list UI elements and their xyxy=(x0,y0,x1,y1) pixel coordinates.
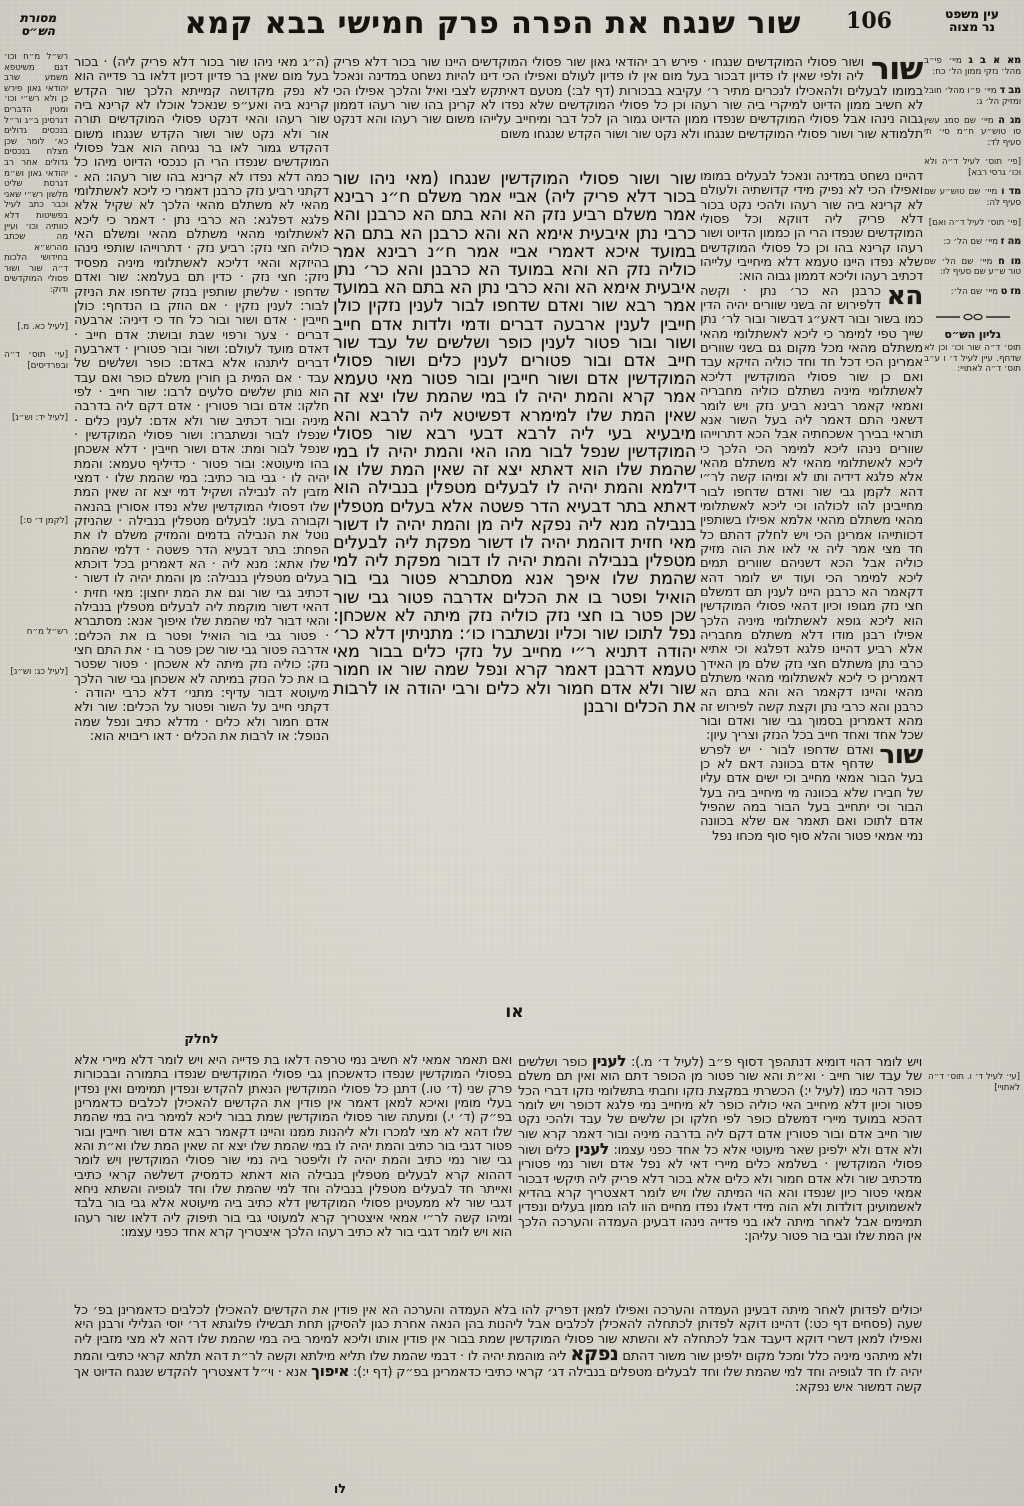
tosafot-dibbur-leinyan-2: לענין xyxy=(574,1140,609,1159)
ein-mishpat-entry xyxy=(924,237,1021,248)
tosafot-dibbur-ha xyxy=(700,280,923,744)
ein-mishpat-entry-key: מא א ב ג xyxy=(968,56,1021,66)
tosafot-text: ואדם שדחפו לבור · יש לפרש שדחף אדם בכוונה דאם לא כן בעל הבור אמאי מחייב וכי ישים אדם עליו של חבירו שלא בכוונה מי מיחייב ביה בעל הבור וכי יתחייב בעל הבור במה שהפיל אדם לתוכו ואם תאמר אם שלא בכוונה נמי אמאי פטור והלא סוף סוף מכחו נפל xyxy=(700,742,923,844)
tosafot-bottom-left-column xyxy=(74,1054,512,1300)
tosafot-bottom-full-width xyxy=(74,1304,922,1480)
mesorat-note: רש״ל מ״ח xyxy=(26,626,68,637)
ornament-divider xyxy=(934,312,1012,322)
tosafot-dibbur-shor-1 xyxy=(333,56,923,142)
tosafot-bottom-right-column xyxy=(518,1054,922,1300)
tosafot-initial-word: הא xyxy=(886,280,923,311)
ein-mishpat-entry xyxy=(924,116,1021,148)
ein-mishpat-entry-text: מיי׳ פי״ב מהל׳ נזקי ממון הל׳ כח: xyxy=(924,56,1021,77)
gemara-catchword: או xyxy=(505,1002,524,1022)
ein-mishpat-header-line2: נר מצוה xyxy=(949,20,995,34)
bottom-catchword: לו xyxy=(333,1482,347,1497)
gilyon-hashas-header: גליון הש״ס xyxy=(944,327,1001,341)
rashi-column xyxy=(74,56,329,1032)
ein-mishpat-gloss: [פי׳ תוס׳ לעיל ד״ה ואם] xyxy=(928,217,1021,228)
tosafot-bottom-right-text xyxy=(518,1054,922,1244)
mesorat-note: [לעיל כא. מ.] xyxy=(17,321,68,332)
mesorat-note: רש״ל מ״ח וכו׳ דגם משיטפא משמע שרב יהודאי גאון פירש כן ולא רש״י וכו׳ ומטין הדברים דגרסינן ב״ג ור״ל בנכסים גדולים כא׳ לומר שכן מצלח בנכסים גדולים אחר רב יהודאי גאון וש״מ דגרסת שליט מלשון רש״י שאני וכבר כתב לעיל בפשיטות דלא כוותיה וכו׳ ועיין מה שכתב מהרש״א בחידושי הלכות ד״ה שור ושור פסולי המוקדשים ודוק: xyxy=(4,52,68,296)
tosafot-initial-word: שור xyxy=(879,739,923,770)
tosafot-bottom-left-text: ואם תאמר אמאי לא חשיב נמי טרפה דלאו בת פדייה היא ויש לומר דלא מיירי אלא בפסולי המוקדשין שנפדו כדאשכחן גבי פסולי המוקדשים שנפדו בתמורה ובבכורות פרק שני (ד׳ טו.) דתנן כל פסולי המוקדשין הנאתן להקדש ונפדין תמימים ואין נפדין בעלי מומין ואיכא למאן דאמר אין פודין את הקדשים להאכילן לכלבים כדאמרינן בפ״ק (ד׳ י.) ומעתה שור פסולי המוקדשין שמת בבור ליכא למימר ביה במי שהמת שלו דהא לא מצי למכרו ולא ליהנות ממנו והיינו דקאמר רבא אדם ושור חייבין ובור פטור דגבי בור כתיב והמת יהיה לו במי שהמת שלו יצא זה שאין המת שלו וא״ת והא גבי שור נמי כתיב והמת יהיה לו וליפטר ביה נמי שור פסולי המוקדשין ויש לומר דההוא קרא לבעלים מטפלין בנבילה הוא דאתא כדמסיק דשלשה קראי כתיבי ואייתר חד לבעלים מטפלין בנבילה וחד למי שהמת שלו וחד לגופיה והשתא ניחא דגבי שור לא ממעטינן פסולי המוקדשין דלא כתיב ביה מיעוטא אלא גבי בור בלבד ומיהו קשה לר״י אמאי איצטריך קרא למעוטי גבי בור תיפוק ליה דלאו שור רעהו הוא ויש לומר דגבי בור לא כתיב רעהו הלכך איצטריך קרא אחד כפני עצמו: xyxy=(74,1054,512,1241)
margin-gloss-lower: [עי׳ לעיל ד׳ ו. תוס׳ ד״ה לאתויי] xyxy=(928,1072,1020,1093)
ein-mishpat-entry-text: מיי׳ שם הל׳ שם טור ש״ע שם סעיף לו: xyxy=(924,256,1021,278)
ein-mishpat-entry-key: מד ו xyxy=(1001,186,1021,198)
mesorat-note: [עי׳ תוס׳ ד״ה ובפרדיסים] xyxy=(4,350,68,371)
tosafot-top-block xyxy=(333,56,923,168)
tosafot-right-column xyxy=(700,170,923,1048)
ein-mishpat-entry-key: מז ט xyxy=(1000,285,1021,297)
tosafot-text: כלים ושור פסולי המוקדשין · בשלמא כלים מיירי דאי לא נפל אדם ושור נמי פטורין מדכתיב שור ולא אדם חמור ולא כלים אלא בכור דלא פריק ליה תיקשי דבכור אמאי פטור כיון שנפדו והא הוי המיתה שלו ויש לומר דאצטריך קרא בהדיא לאשמועינן דולדות ולא הוה מידי דאלו נפדו מחיים הוו להו ממון בעלים ונפדין תמימים אבל לאחר מיתה לאו בני פדייה נינהו דבעינן העמדה והערכה הלכך אין המת שלו וגבי בור פטור עליהן: xyxy=(518,1143,922,1245)
ein-mishpat-entry-key: מה ז xyxy=(1000,236,1021,248)
mesorat-hashas-header xyxy=(6,12,70,38)
ein-mishpat-entry xyxy=(924,86,1021,107)
ein-mishpat-entry xyxy=(924,287,1021,298)
tosafot-text: כופר ושלשים של עבד שור חייב · וא״ת והא שור פטור מן הכופר דתם הוא ואין תם משלם כופר דהוי כמו (לעיל י:) הכשרתי במקצת נזקו וחבתי בתשלומי נזקו דברי הכל פטור וכיון דלא מיחייב האי כוליה כופר לא מיחייב נמי פלגא דכופר ויש לומר דהכא במועד מיירי דמשלם כופר לפי חלקו וכן שלשים של עבד ולהכי נקט שור חייב אדם ובור פטורין אדם דקם ליה בדרבה מיניה ובור דאמר קרא שור ולא אדם ולא ילפינן שאר מיעוטי אלא כל אחד כפני עצמו: xyxy=(518,1055,922,1159)
ein-mishpat-gloss: [פי׳ תוס׳ לעיל ד״ה ולא וכו׳ גרסי רבא] xyxy=(924,157,1021,178)
rashi-catchword: לחלק xyxy=(184,1032,219,1047)
tosafot-text: ושור פסולי המוקדשים שנגחו · פירש רב יהודאי גאון שור פסולי המוקדשים היינו שור בכור דלא פריק ליה ולפי שאין לו פדיון דבכור בעל מום אין לו פדיון לעולם ואפילו הכי דינו להיות נשחט במדינה ונאכל במומו לבעלים ולהאכילו לנכרים מתיר ר׳ עקיבא בבכורות (דף לב:) מטעם דאיתקש לצבי ואיל והלכך אפילו הכי לא חשיב ממון הדיוט למיקרי ביה שור רעהו וכן כל פסולי המוקדשים שלא נפדו לא קרינן בהו שור רעהו דממון גבוה נינהו אבל פסולי המוקדשים שנפדו ממון הדיוט גמור הן לכל דבר ומיחייב עלייהו משום שור רעהו והא דנקט תלמודא שור ושור פסולי המוקדשים שנגחו ולא נקט שור ושור הקדש שנגחו משום xyxy=(333,56,923,142)
tosafot-text: ליה מוהמת יהיה לו · דבמי שהמת שלו תליא מילתא וקשה לר״ת דהא תלתא קראי כתיבי והמת יהיה לו חד לגופיה וחד למי שהמת שלו וחד לבעלים מטפלים בנבילה דג׳ קראי כתיבי כדאמרינן בפ״ק (דף י:): xyxy=(74,1349,922,1381)
ein-mishpat-entry-text: מיי׳ שם הל׳: xyxy=(950,286,999,297)
page-title: שור שנגח את הפרה פרק חמישי בבא קמא xyxy=(184,6,802,41)
tosafot-text: כרבנן הא כר׳ נתן · וקשה דלפירוש זה בשני שוורים יהיה הדין כמו בשור ובור דאע״ג דבשור ובור לר׳ נתן שייך טפי למימר כי ליכא לאשתלומי מהאי משתלם מהאי מכל מקום גם בשני שוורים אמרינן הכי דכל חד וחד כוליה הזיקא עבד ואם כן שור פסולי המוקדשין דליכא לאשתלומי מיניה נשתלם כוליה מחבריה ואמאי קאמר רבינא רביע נזק ויש לומר דשאני התם דאמר ליה בעל השור אנא תוראי בבירך אשכחתיה אבל הכא דתרוייהו שוורים נינהו ליכא למימר הכי הלכך כי ליכא לאשתלומי מהאי לא משתלם מהאי אלא פלגא דידיה ותו לא ומיהו קשה לר״י דהא לקמן גבי שור ואדם שדחפו לבור מחייבינן להו לכולהו וכי ליכא לאשתלומי מהאי משתלם מהאי אלמא אפילו בשותפין דכוותייהו אמרינן הכי ויש לחלק דהתם כל חד מצי אמר ליה אי לאו את הוה מזיק כוליה אבל הכא דשניהם שוורים תמים ליכא למימר הכי ועוד יש לומר דהא דקאמר הא כרבנן היינו לענין תם דמשלם חצי נזק מגופו וכיון דהאי פסולי המוקדשין הוא ליכא גופא לאשתלומי מיניה הלכך אפילו רבנן מודו דלא משתלם מחבריה אלא רביע דהיינו פלגא דפלגא וכי אתיא כרבי נתן משתלם חצי נזק שלם מן האידך דאמרינן כי ליכא לאשתלומי מהאי משתלם מהאי והיינו דקאמר הא והא בתם הא כרבנן והא כרבי נתן וקצת קשה לפירוש זה מהא דאמרינן בסמוך גבי שור ואדם ובור שכל אחד ואחד חייב בכל הנזק וצריך עיון: xyxy=(700,283,923,744)
page-number: 106 xyxy=(846,8,892,34)
mesorat-note: [לעיל כג: וש״נ] xyxy=(10,667,68,678)
mesorat-hashas-column xyxy=(4,52,68,692)
ein-mishpat-header-line1: עין משפט xyxy=(945,7,999,21)
ein-mishpat-entry-text: מיי׳ שם סמג עשין סו טוש״ע ח״מ סי׳ תי סעיף לד: xyxy=(924,116,1021,148)
tosafot-dibbur-leinyan-1: לענין xyxy=(591,1054,627,1070)
tosafot-text: יכולים לפדותן לאחר מיתה דבעינן העמדה והערכה ואפילו למאן דפריק להו בלא העמדה והערכה הא אין פודין את הקדשים להאכילן לכלבים כדאמרינן בפ׳ כל שעה (פסחים דף כט:) דהיינו דוקא לפדותן לכתחלה להאכילן לכלבים אבל ליהנות בהן הנאה אחרת כגון להסיקן תחת תבשילו פלוגתא דר׳ יוסי הגלילי ורבנן היא ואפילו למאן דשרי דוקא דיעבד אבל לכתחלה לא והשתא שור פסולי המוקדשין שמת בבור אין פודין אותו וליכא למימר ביה במי שהמת שלו דהא לא מצי מזבין ליה ולא מיתהני מיניה כלל ומכל מקום ילפינן שור משור דהתם xyxy=(74,1304,922,1365)
ein-mishpat-entry-key: מג ה xyxy=(998,115,1021,127)
tosafot-initial-word: שור xyxy=(870,56,923,87)
tosafot-text: אנא · וי״ל דאצטריך להקדש שנגח הדיוט אך קשה דמשור איש נפקא: xyxy=(74,1365,922,1395)
mesorat-header-line2: הש״ס xyxy=(21,24,55,38)
ein-mishpat-entry-text: מיי׳ שם הל׳ כ: xyxy=(943,237,998,248)
tosafot-dibbur-nafka: נפקא xyxy=(570,1343,619,1366)
tosafot-text: ויש לומר דהוי דומיא דנתהפך דסוף פ״ב (לעיל ד׳ מ.): xyxy=(630,1055,922,1070)
gilyon-hashas-text: תוס׳ ד״ה שור וכו׳ וכן לא שדחף. עיין לעיל ד׳ ו ע״ב תוס׳ ד״ה לאתויי: xyxy=(924,343,1021,375)
tosafot-bottom-full-text xyxy=(74,1304,922,1395)
rashi-text: (ה״ג מאי ניהו שור בכור דלא פריק ליה) · בכור בעל מום שאין בר פדיון דכיון דלאו בר פדייה הוא לא נפק מקדושה קמייתא הלכך שור הקדש קרינא ביה ואע״פ שנאכל אוכלו לא קרינא ביה שור רעהו והאי דנקט פסולי המוקדשים תורה אור ולא נקט שור ושור הקדש שנגחו משום דהקדש גמור לאו בר נגיחה הוא אבל פסולי המוקדשים שנפדו הרי הן כנכסי הדיוט מיהו כל כמה דלא נפדו לא קרינא בהו שור רעהו: הא · דקתני רביע נזק כרבנן דאמרי כי ליכא לאשתלומי מהאי לא משתלם מהאי הלכך לא שקיל אלא פלגא דפלגא: הא כרבי נתן · דאמר כי ליכא לאשתלומי מהאי משתלם מהאי ומשלם האי כוליה חצי נזק: רביע נזק · דתרוייהו שותפי נינהו בהיזקא והאי דליכא לאשתלומי מיניה מפסיד ניזק: חצי נזק · כדין תם בעלמא: שור ואדם שדחפו · שלשתן שותפין בנזק שדחפו את הניזק לבור: לענין נזקין · אם הוזק בו הנדחף: כולן חייבין · אדם ושור ובור כל חד כי דיניה: ארבעה דברים · צער ורפוי שבת ובושת: אדם חייב · דאדם מועד לעולם: ושור ובור פטורין · דארבעה דברים ליתנהו אלא באדם: כופר ושלשים של עבד · אם המית בן חורין משלם כופר ואם עבד הוא נותן שלשים סלעים לרבו: שור חייב · לפי חלקו: אדם ובור פטורין · אדם דקם ליה בדרבה מיניה ובור דכתיב שור ולא אדם: לענין כלים · שנפלו לבור ונשתברו: ושור פסולי המוקדשין · שנפל לבור ומת: אדם ושור חייבין · דלא אשכחן בהו מיעוטא: ובור פטור · כדיליף טעמא: והמת יהיה לו · גבי בור כתיב: במי שהמת שלו · דמצי מזבין לה לנבילה ושקיל דמי יצא זה שאין המת שלו דפסולי המוקדשין שלא נפדו אסורין בהנאה וקבורה בעו: לבעלים מטפלין בנבילה · שהניזק נוטל את הנבילה בדמים והמזיק משלם לו את הפחת: בתר דבעיא הדר פשטה · דלמי שהמת שלו אתא: מנא ליה · הא דאמרינן בכל דוכתא בעלים מטפלין בנבילה: מן והמת יהיה לו דשור · דכתיב גבי שור וגם את המת יחצון: מאי חזית · דהאי דשור מוקמת ליה לבעלים מטפלין בנבילה והאי דבור למי שהמת שלו איפוך אנא: מסתברא · פטור גבי בור הואיל ופטר בו את הכלים: אדרבה פטור גבי שור שכן פטר בו · את התם חצי נזק: כוליה נזק מיתה לא אשכחן · פטור שפטר בו את כל הנזק במיתה לא אשכחן גבי שור הלכך מיעוטא דבור עדיף: מתני׳ דלא כרבי יהודה · דקתני חייב על השור ופטור על הכלים: שור ולא אדם חמור ולא כלים · מדלא כתיב ונפל שמה הנופל: או לרבות את הכלים · דאו ריבויא הוא: xyxy=(74,56,329,745)
mesorat-note: [לעיל יד: וש״נ] xyxy=(12,413,68,424)
tosafot-dibbur-shor-2 xyxy=(700,739,923,844)
gemara-text: שור ושור פסולי המוקדשין שנגחו (מאי ניהו שור בכור דלא פריק ליה) אביי אמר משלם ח״נ רבינא אמר משלם רביע נזק הא והא בתם הא כרבנן והא כרבי נתן איבעית אימא הא והא כרבנן הא בתם הא במועד איכא דאמרי אביי אמר ח״נ רבינא אמר כוליה נזק הא והא במועד הא כרבנן והא כר׳ נתן איבעית אימא הא והא כרבי נתן הא בתם הא במועד אמר רבא שור ואדם שדחפו לבור לענין נזקין כולן חייבין לענין ארבעה דברים ודמי ולדות אדם חייב ושור ובור פטור לענין כופר ושלשים של עבד שור חייב אדם ובור פטורים לענין כלים ושור פסולי המוקדשין אדם ושור חייבין ובור פטור מאי טעמא אמר קרא והמת יהיה לו במי שהמת שלו יצא זה שאין המת שלו למימרא דפשיטא ליה לרבא והא מיבעיא בעי ליה לרבא דבעי רבא שור פסולי המוקדשין שנפל לבור מהו האי והמת יהיה לו במי שהמת שלו הוא דאתא יצא זה שאין המת שלו או דילמא והמת יהיה לו לבעלים מטפלין בנבילה הוא דאתא בתר דבעיא הדר פשטה אלא בעלים מטפלין בנבילה מנא ליה נפקא ליה מן והמת יהיה לו דשור מאי חזית דוהמת יהיה לו דשור מפקת ליה לבעלים מטפלין בנבילה והמת יהיה לו דבור מפקת ליה למי שהמת שלו איפך אנא מסתברא פטור גבי בור הואיל ופטר בו את הכלים אדרבה פטור גבי שור שכן פטר בו חצי נזק כוליה נזק מיתה לא אשכחן: נפל לתוכו שור וכליו ונשתברו כו׳: מתניתין דלא כר׳ יהודה דתניא ר״י מחייב על נזקי כלים בבור מאי טעמא דרבנן דאמר קרא ונפל שמה שור או חמור שור ולא אדם חמור ולא כלים ורבי יהודה או לרבות את הכלים ורבנן xyxy=(333,170,696,717)
mesorat-note: [לקמן ד׳ ס:] xyxy=(20,516,68,527)
ein-mishpat-entry-key: מב ד xyxy=(999,85,1021,97)
tosafot-dibbur-ipuch: איפוך xyxy=(311,1362,350,1381)
gemara-column xyxy=(333,170,696,1000)
mesorat-header-line1: מסורת xyxy=(19,11,57,25)
ein-mishpat-column xyxy=(924,56,1021,375)
ein-mishpat-entry-text: מיי׳ פ״ו מהל׳ חובל ומזיק הל׳ ג: xyxy=(924,86,1021,107)
ein-mishpat-entry-text: מיי׳ שם טוש״ע שם סעיף לה: xyxy=(924,187,1021,208)
tosafot-text-continuation: דהיינו נשחט במדינה ונאכל לבעלים במומו ואפילו הכי לא נפיק מידי קדושתיה ולעולם לא קרינא ביה שור רעהו ולהכי נקט בכור דלא פריק ליה דווקא וכל פסולי המוקדשים שנפדו הרי הן כממון הדיוט ושור רעהו קרינא בהו וכן כל פסולי המוקדשים שלא נפדו היינו טעמא דלא מיחייבי עלייהו דכתיב רעהו וליכא דממון גבוה הוא: xyxy=(700,170,923,285)
ein-mishpat-entry-key: מו ח xyxy=(998,255,1021,267)
ein-mishpat-entry xyxy=(924,56,1021,77)
ein-mishpat-header xyxy=(924,8,1020,34)
ein-mishpat-entry xyxy=(924,187,1021,208)
ein-mishpat-entry xyxy=(924,257,1021,278)
